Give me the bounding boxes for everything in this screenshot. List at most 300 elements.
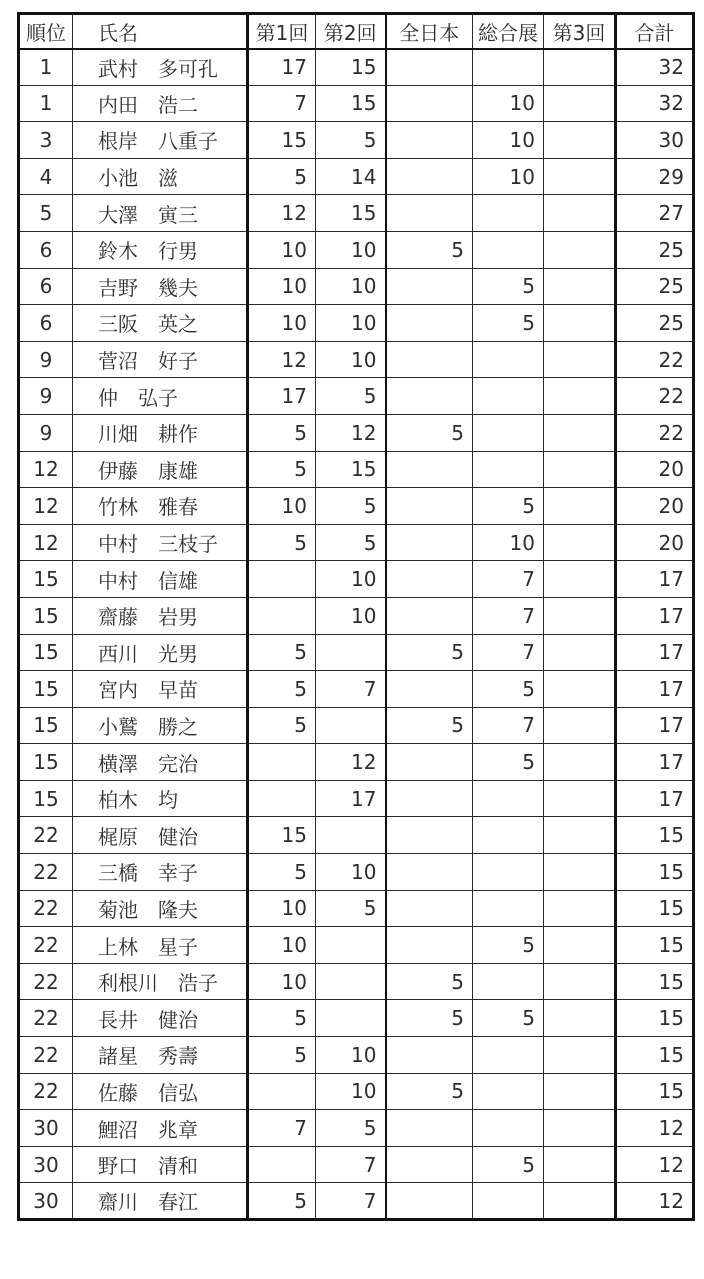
cell-r2 — [316, 963, 386, 1000]
cell-r2: 10 — [316, 1037, 386, 1074]
cell-sogoten — [473, 49, 544, 86]
cell-r2 — [316, 1000, 386, 1037]
cell-alljapan — [386, 524, 473, 561]
cell-sogoten — [473, 378, 544, 415]
cell-total: 25 — [616, 231, 694, 268]
cell-name: 川畑 耕作 — [73, 414, 248, 451]
cell-r1: 5 — [248, 854, 316, 891]
cell-sogoten — [473, 1110, 544, 1147]
cell-rank: 15 — [19, 744, 73, 781]
cell-rank: 6 — [19, 231, 73, 268]
cell-name: 宮内 早苗 — [73, 671, 248, 708]
cell-r1: 5 — [248, 1037, 316, 1074]
cell-r2: 10 — [316, 1073, 386, 1110]
table-row — [19, 1183, 694, 1220]
cell-sogoten: 5 — [473, 488, 544, 525]
cell-sogoten: 5 — [473, 1000, 544, 1037]
cell-r3 — [544, 963, 616, 1000]
cell-sogoten — [473, 817, 544, 854]
cell-r2: 5 — [316, 524, 386, 561]
cell-name: 菊池 隆夫 — [73, 890, 248, 927]
cell-sogoten — [473, 854, 544, 891]
cell-r1 — [248, 561, 316, 598]
column-header-sogoten: 総合展 — [473, 14, 544, 49]
cell-r2: 14 — [316, 158, 386, 195]
cell-alljapan — [386, 1037, 473, 1074]
table-row — [19, 414, 694, 451]
cell-alljapan — [386, 158, 473, 195]
cell-rank: 22 — [19, 1037, 73, 1074]
cell-sogoten — [473, 195, 544, 232]
cell-total: 15 — [616, 963, 694, 1000]
table-row — [19, 341, 694, 378]
cell-total: 15 — [616, 1037, 694, 1074]
cell-r1: 5 — [248, 1183, 316, 1220]
cell-rank: 15 — [19, 634, 73, 671]
cell-total: 12 — [616, 1110, 694, 1147]
table-row — [19, 1000, 694, 1037]
cell-rank: 22 — [19, 890, 73, 927]
cell-sogoten: 7 — [473, 561, 544, 598]
cell-alljapan — [386, 597, 473, 634]
cell-r1: 10 — [248, 890, 316, 927]
cell-name: 小鷲 勝之 — [73, 707, 248, 744]
cell-rank: 22 — [19, 854, 73, 891]
cell-r3 — [544, 1146, 616, 1183]
cell-sogoten: 10 — [473, 158, 544, 195]
cell-sogoten: 7 — [473, 707, 544, 744]
cell-sogoten: 5 — [473, 927, 544, 964]
cell-r3 — [544, 890, 616, 927]
cell-r1: 10 — [248, 268, 316, 305]
cell-r2: 15 — [316, 451, 386, 488]
cell-total: 15 — [616, 927, 694, 964]
cell-r3 — [544, 195, 616, 232]
table-row — [19, 231, 694, 268]
cell-r1: 10 — [248, 963, 316, 1000]
cell-name: 齋藤 岩男 — [73, 597, 248, 634]
cell-r2: 12 — [316, 744, 386, 781]
cell-alljapan — [386, 744, 473, 781]
cell-rank: 3 — [19, 122, 73, 159]
cell-r2: 5 — [316, 1110, 386, 1147]
table-row — [19, 158, 694, 195]
cell-r1 — [248, 597, 316, 634]
cell-alljapan — [386, 85, 473, 122]
cell-alljapan — [386, 817, 473, 854]
cell-sogoten: 7 — [473, 634, 544, 671]
cell-sogoten: 10 — [473, 122, 544, 159]
cell-rank: 15 — [19, 780, 73, 817]
cell-alljapan — [386, 1110, 473, 1147]
cell-sogoten — [473, 780, 544, 817]
table-row — [19, 1037, 694, 1074]
cell-r3 — [544, 378, 616, 415]
cell-total: 22 — [616, 414, 694, 451]
cell-name: 小池 滋 — [73, 158, 248, 195]
column-header-r1: 第1回 — [248, 14, 316, 49]
cell-r3 — [544, 451, 616, 488]
cell-r2: 15 — [316, 85, 386, 122]
cell-total: 20 — [616, 451, 694, 488]
cell-r2: 12 — [316, 414, 386, 451]
table-row — [19, 488, 694, 525]
cell-total: 17 — [616, 634, 694, 671]
table-header — [19, 14, 694, 49]
cell-r3 — [544, 744, 616, 781]
cell-r2: 5 — [316, 378, 386, 415]
cell-sogoten: 10 — [473, 85, 544, 122]
cell-alljapan — [386, 451, 473, 488]
cell-name: 大澤 寅三 — [73, 195, 248, 232]
cell-r3 — [544, 780, 616, 817]
cell-r2 — [316, 927, 386, 964]
cell-r1: 5 — [248, 671, 316, 708]
cell-r1: 17 — [248, 378, 316, 415]
cell-r3 — [544, 671, 616, 708]
cell-name: 諸星 秀壽 — [73, 1037, 248, 1074]
table-row — [19, 561, 694, 598]
cell-alljapan: 5 — [386, 707, 473, 744]
cell-r1: 5 — [248, 158, 316, 195]
column-header-rank: 順位 — [19, 14, 73, 49]
cell-total: 15 — [616, 890, 694, 927]
cell-total: 15 — [616, 1000, 694, 1037]
cell-rank: 30 — [19, 1146, 73, 1183]
cell-r3 — [544, 817, 616, 854]
cell-total: 32 — [616, 85, 694, 122]
cell-r3 — [544, 1110, 616, 1147]
cell-name: 菅沼 好子 — [73, 341, 248, 378]
cell-rank: 9 — [19, 341, 73, 378]
cell-r1: 5 — [248, 1000, 316, 1037]
cell-r2: 7 — [316, 671, 386, 708]
cell-r3 — [544, 634, 616, 671]
cell-total: 17 — [616, 744, 694, 781]
cell-r2: 10 — [316, 305, 386, 342]
cell-rank: 1 — [19, 49, 73, 86]
cell-total: 12 — [616, 1183, 694, 1220]
cell-sogoten: 5 — [473, 1146, 544, 1183]
cell-r1: 12 — [248, 341, 316, 378]
cell-total: 25 — [616, 305, 694, 342]
cell-name: 野口 清和 — [73, 1146, 248, 1183]
cell-r2: 10 — [316, 268, 386, 305]
cell-sogoten — [473, 963, 544, 1000]
cell-r2: 5 — [316, 122, 386, 159]
table-body — [19, 49, 694, 1220]
cell-alljapan — [386, 488, 473, 525]
cell-r2: 5 — [316, 488, 386, 525]
cell-sogoten: 5 — [473, 671, 544, 708]
cell-total: 27 — [616, 195, 694, 232]
cell-r3 — [544, 854, 616, 891]
ranking-table — [17, 12, 695, 1221]
table-row — [19, 927, 694, 964]
cell-r3 — [544, 1073, 616, 1110]
cell-r2: 10 — [316, 341, 386, 378]
cell-r3 — [544, 49, 616, 86]
table-row — [19, 122, 694, 159]
cell-r3 — [544, 927, 616, 964]
cell-total: 20 — [616, 488, 694, 525]
cell-rank: 22 — [19, 963, 73, 1000]
cell-rank: 6 — [19, 305, 73, 342]
cell-r3 — [544, 597, 616, 634]
cell-sogoten — [473, 231, 544, 268]
cell-rank: 22 — [19, 1073, 73, 1110]
cell-alljapan — [386, 671, 473, 708]
cell-alljapan — [386, 195, 473, 232]
cell-rank: 12 — [19, 451, 73, 488]
cell-r1: 5 — [248, 707, 316, 744]
cell-alljapan — [386, 305, 473, 342]
cell-r3 — [544, 305, 616, 342]
cell-total: 29 — [616, 158, 694, 195]
cell-rank: 5 — [19, 195, 73, 232]
cell-r1 — [248, 1146, 316, 1183]
cell-total: 32 — [616, 49, 694, 86]
cell-name: 鯉沼 兆章 — [73, 1110, 248, 1147]
cell-r3 — [544, 561, 616, 598]
cell-r2: 17 — [316, 780, 386, 817]
cell-total: 17 — [616, 780, 694, 817]
table-row — [19, 85, 694, 122]
cell-rank: 22 — [19, 817, 73, 854]
cell-alljapan — [386, 378, 473, 415]
cell-total: 22 — [616, 378, 694, 415]
cell-alljapan — [386, 1183, 473, 1220]
column-header-r3: 第3回 — [544, 14, 616, 49]
cell-r2: 10 — [316, 231, 386, 268]
cell-name: 梶原 健治 — [73, 817, 248, 854]
cell-total: 20 — [616, 524, 694, 561]
cell-rank: 22 — [19, 927, 73, 964]
cell-alljapan — [386, 122, 473, 159]
cell-alljapan — [386, 1146, 473, 1183]
cell-r1 — [248, 1073, 316, 1110]
cell-name: 三橋 幸子 — [73, 854, 248, 891]
cell-alljapan: 5 — [386, 414, 473, 451]
table-row — [19, 671, 694, 708]
cell-r2: 10 — [316, 561, 386, 598]
cell-r2: 5 — [316, 890, 386, 927]
cell-sogoten: 5 — [473, 305, 544, 342]
cell-sogoten: 7 — [473, 597, 544, 634]
cell-total: 17 — [616, 707, 694, 744]
cell-r3 — [544, 85, 616, 122]
cell-name: 中村 信雄 — [73, 561, 248, 598]
cell-r1: 7 — [248, 85, 316, 122]
cell-r1: 5 — [248, 414, 316, 451]
table-row — [19, 780, 694, 817]
cell-rank: 15 — [19, 597, 73, 634]
cell-r3 — [544, 707, 616, 744]
cell-total: 22 — [616, 341, 694, 378]
cell-name: 根岸 八重子 — [73, 122, 248, 159]
cell-rank: 30 — [19, 1183, 73, 1220]
cell-name: 鈴木 行男 — [73, 231, 248, 268]
cell-r3 — [544, 1183, 616, 1220]
cell-r1: 5 — [248, 524, 316, 561]
cell-alljapan — [386, 561, 473, 598]
cell-name: 長井 健治 — [73, 1000, 248, 1037]
cell-rank: 15 — [19, 707, 73, 744]
cell-rank: 6 — [19, 268, 73, 305]
cell-r2: 15 — [316, 49, 386, 86]
table-row — [19, 817, 694, 854]
cell-r1: 10 — [248, 231, 316, 268]
cell-r2: 10 — [316, 597, 386, 634]
table-row — [19, 1146, 694, 1183]
cell-r1: 7 — [248, 1110, 316, 1147]
table-row — [19, 49, 694, 86]
cell-rank: 4 — [19, 158, 73, 195]
table-row — [19, 268, 694, 305]
cell-total: 17 — [616, 671, 694, 708]
table-row — [19, 597, 694, 634]
table-row — [19, 451, 694, 488]
cell-name: 佐藤 信弘 — [73, 1073, 248, 1110]
cell-r2 — [316, 707, 386, 744]
cell-name: 柏木 均 — [73, 780, 248, 817]
table-row — [19, 707, 694, 744]
cell-alljapan: 5 — [386, 1000, 473, 1037]
cell-name: 中村 三枝子 — [73, 524, 248, 561]
table-row — [19, 195, 694, 232]
table-row — [19, 634, 694, 671]
cell-sogoten — [473, 414, 544, 451]
cell-r3 — [544, 414, 616, 451]
table-row — [19, 1110, 694, 1147]
cell-name: 内田 浩二 — [73, 85, 248, 122]
cell-sogoten — [473, 1037, 544, 1074]
cell-sogoten — [473, 890, 544, 927]
cell-total: 15 — [616, 817, 694, 854]
cell-sogoten — [473, 341, 544, 378]
cell-sogoten — [473, 1183, 544, 1220]
cell-r2 — [316, 817, 386, 854]
cell-r2: 15 — [316, 195, 386, 232]
cell-total: 12 — [616, 1146, 694, 1183]
cell-total: 15 — [616, 854, 694, 891]
cell-r1: 10 — [248, 305, 316, 342]
cell-name: 仲 弘子 — [73, 378, 248, 415]
cell-name: 吉野 幾夫 — [73, 268, 248, 305]
table-row — [19, 1073, 694, 1110]
cell-alljapan — [386, 49, 473, 86]
cell-sogoten: 10 — [473, 524, 544, 561]
cell-rank: 22 — [19, 1000, 73, 1037]
table-row — [19, 744, 694, 781]
table-row — [19, 524, 694, 561]
cell-alljapan: 5 — [386, 231, 473, 268]
table-row — [19, 378, 694, 415]
cell-alljapan: 5 — [386, 634, 473, 671]
cell-alljapan — [386, 890, 473, 927]
cell-r2: 7 — [316, 1146, 386, 1183]
cell-total: 25 — [616, 268, 694, 305]
cell-total: 17 — [616, 597, 694, 634]
cell-alljapan — [386, 927, 473, 964]
cell-sogoten: 5 — [473, 268, 544, 305]
column-header-alljapan: 全日本 — [386, 14, 473, 49]
cell-alljapan — [386, 341, 473, 378]
cell-rank: 30 — [19, 1110, 73, 1147]
header-row — [19, 14, 694, 49]
cell-r1 — [248, 780, 316, 817]
cell-r2: 10 — [316, 854, 386, 891]
cell-r3 — [544, 268, 616, 305]
cell-r1: 5 — [248, 634, 316, 671]
cell-r3 — [544, 1000, 616, 1037]
cell-rank: 15 — [19, 561, 73, 598]
cell-r1: 15 — [248, 817, 316, 854]
cell-r3 — [544, 122, 616, 159]
cell-rank: 1 — [19, 85, 73, 122]
cell-name: 武村 多可孔 — [73, 49, 248, 86]
cell-r1: 12 — [248, 195, 316, 232]
cell-sogoten: 5 — [473, 744, 544, 781]
cell-r2: 7 — [316, 1183, 386, 1220]
cell-total: 15 — [616, 1073, 694, 1110]
cell-name: 齋川 春江 — [73, 1183, 248, 1220]
cell-rank: 12 — [19, 524, 73, 561]
cell-r1: 10 — [248, 488, 316, 525]
table-row — [19, 305, 694, 342]
cell-name: 利根川 浩子 — [73, 963, 248, 1000]
cell-r1 — [248, 744, 316, 781]
cell-alljapan — [386, 854, 473, 891]
cell-rank: 12 — [19, 488, 73, 525]
cell-r1: 17 — [248, 49, 316, 86]
cell-name: 西川 光男 — [73, 634, 248, 671]
cell-r1: 5 — [248, 451, 316, 488]
cell-r1: 10 — [248, 927, 316, 964]
cell-alljapan — [386, 780, 473, 817]
cell-r1: 15 — [248, 122, 316, 159]
cell-name: 上林 星子 — [73, 927, 248, 964]
cell-r2 — [316, 634, 386, 671]
column-header-r2: 第2回 — [316, 14, 386, 49]
cell-r3 — [544, 231, 616, 268]
cell-rank: 15 — [19, 671, 73, 708]
cell-sogoten — [473, 451, 544, 488]
cell-rank: 9 — [19, 378, 73, 415]
table-row — [19, 963, 694, 1000]
cell-sogoten — [473, 1073, 544, 1110]
cell-r3 — [544, 1037, 616, 1074]
cell-total: 30 — [616, 122, 694, 159]
cell-r3 — [544, 488, 616, 525]
cell-alljapan — [386, 268, 473, 305]
cell-name: 三阪 英之 — [73, 305, 248, 342]
column-header-name: 氏名 — [73, 14, 248, 49]
cell-r3 — [544, 524, 616, 561]
cell-total: 17 — [616, 561, 694, 598]
cell-name: 伊藤 康雄 — [73, 451, 248, 488]
cell-r3 — [544, 158, 616, 195]
cell-r3 — [544, 341, 616, 378]
cell-alljapan: 5 — [386, 963, 473, 1000]
cell-alljapan: 5 — [386, 1073, 473, 1110]
table-row — [19, 890, 694, 927]
table-row — [19, 854, 694, 891]
cell-name: 横澤 完治 — [73, 744, 248, 781]
column-header-total: 合計 — [616, 14, 694, 49]
cell-rank: 9 — [19, 414, 73, 451]
cell-name: 竹林 雅春 — [73, 488, 248, 525]
